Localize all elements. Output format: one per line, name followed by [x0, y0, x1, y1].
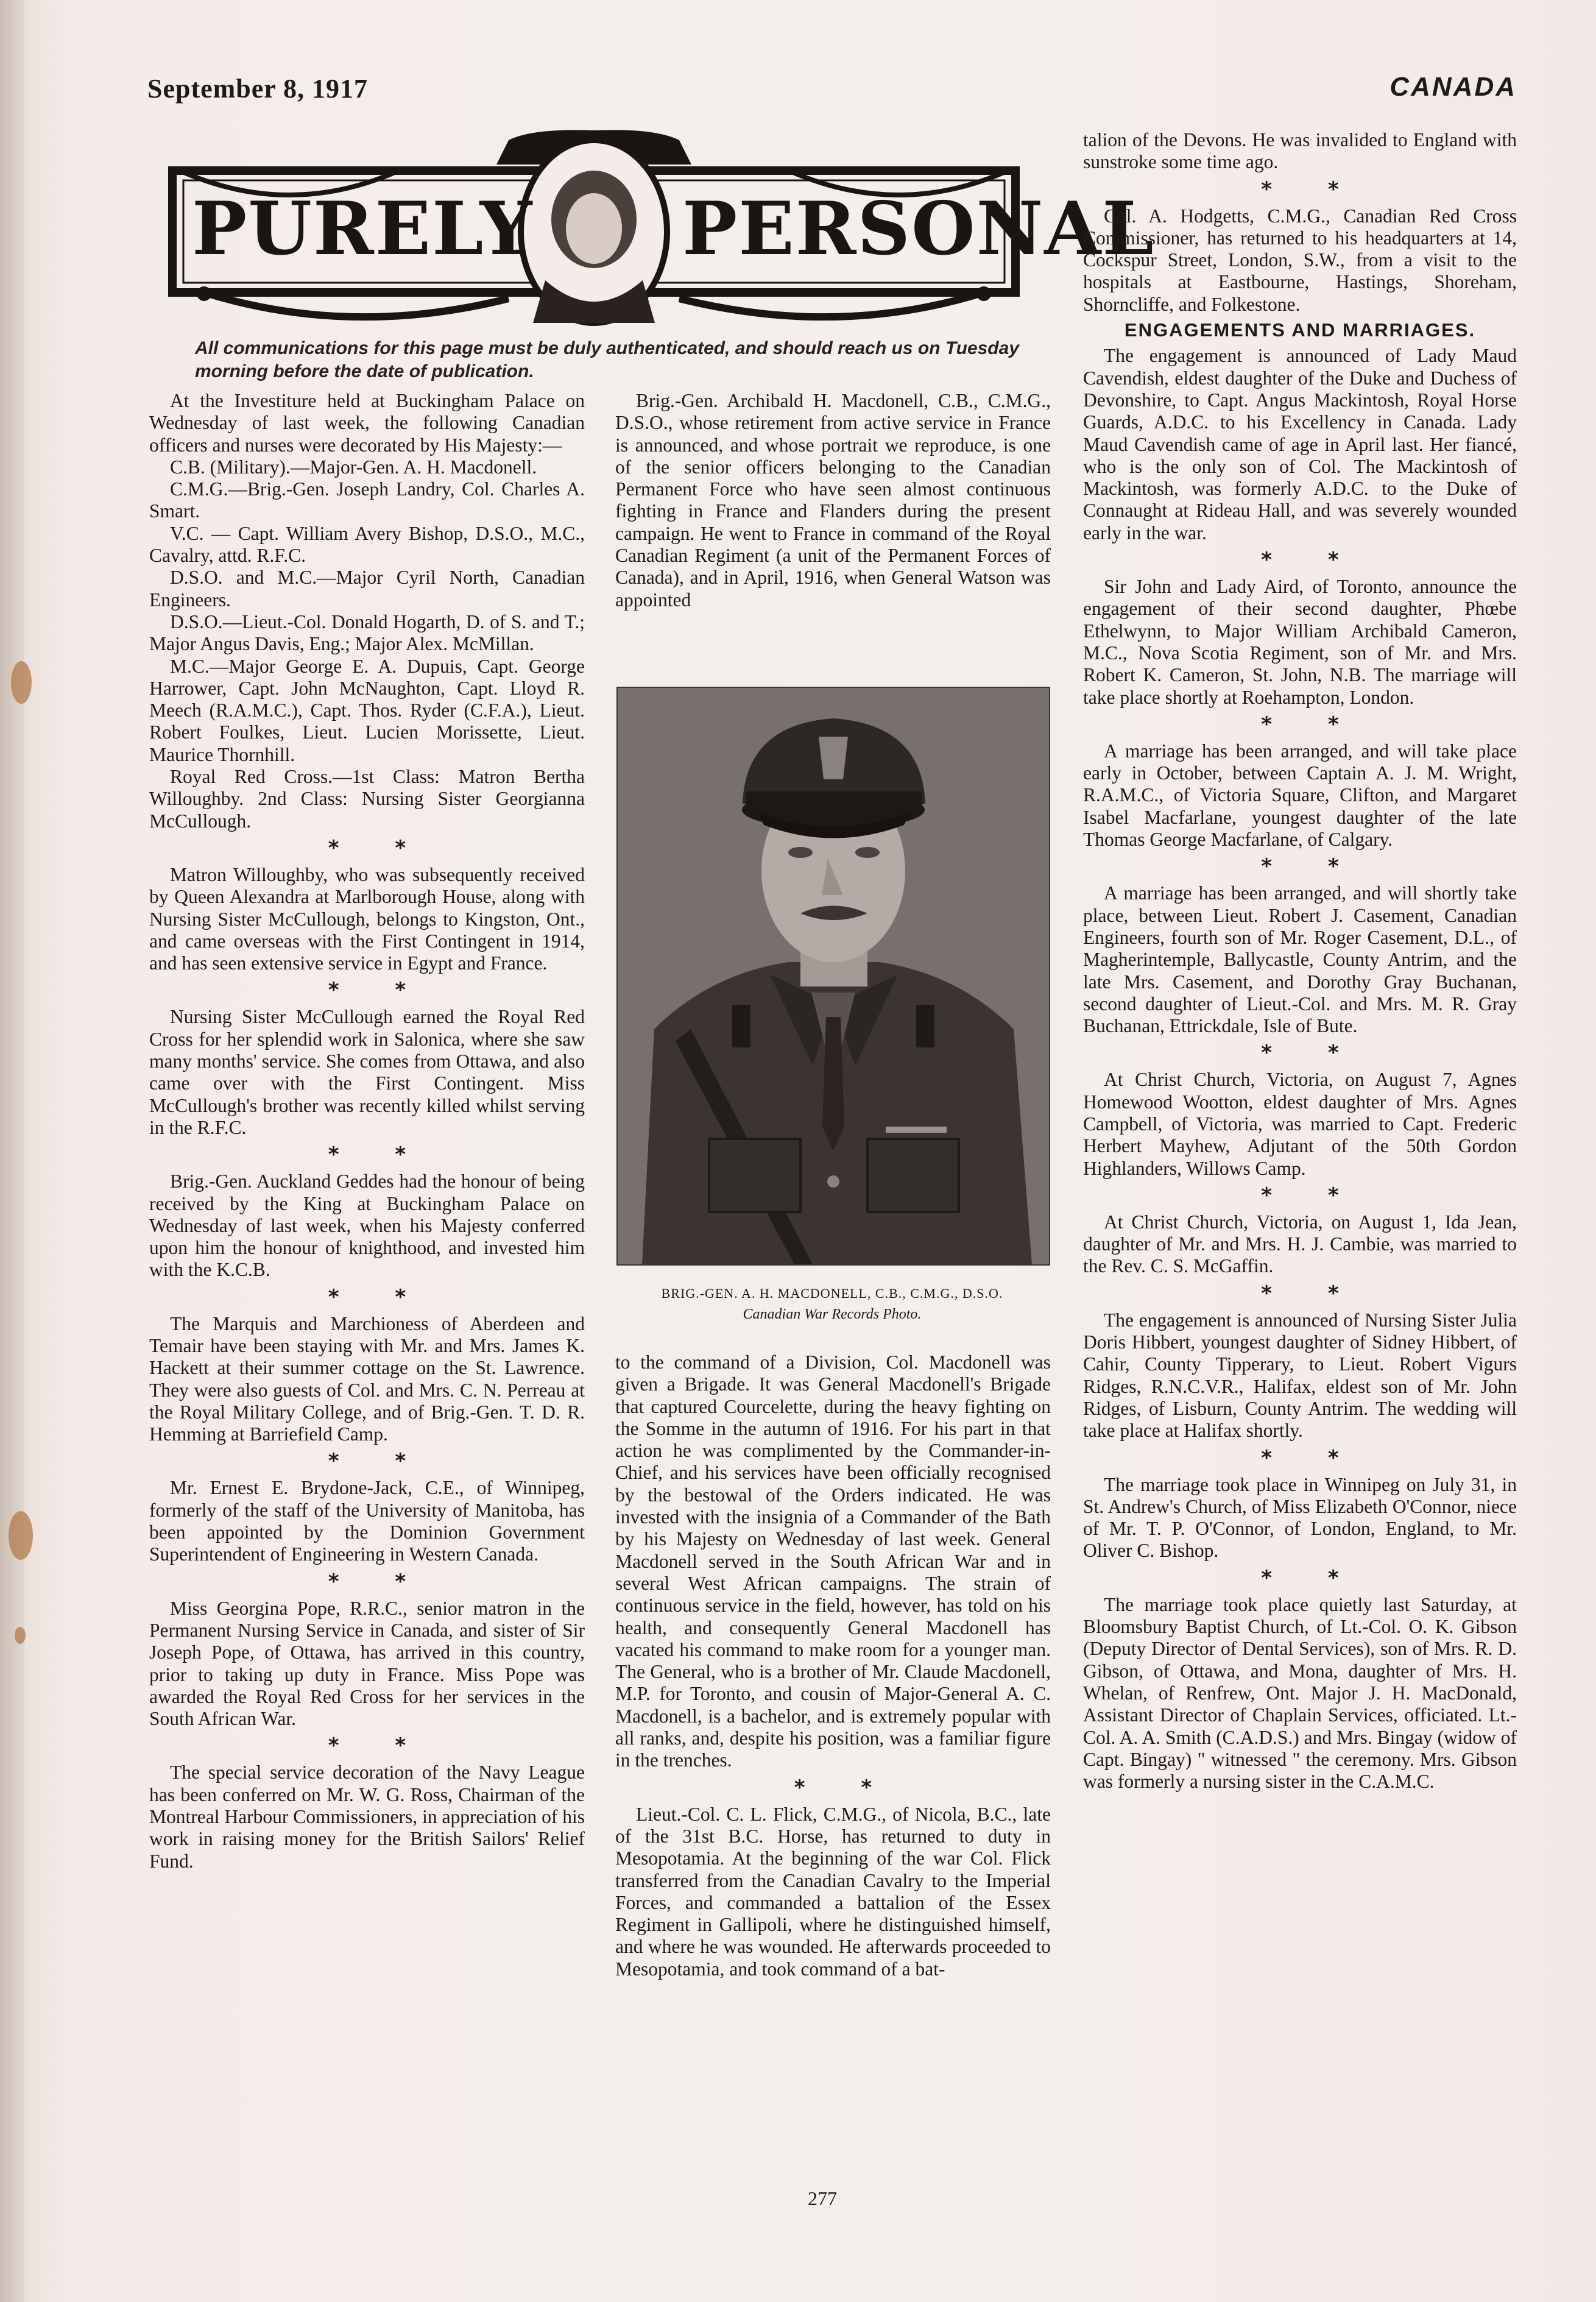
publication-name: CANADA — [1389, 72, 1517, 102]
paragraph: The special service decoration of the Navy League has been conferred on Mr. W. G. Ross, Chairman of the Montreal Harbour Commissioners, in appreciation of his work in raising money for the British Sailors' Relief Fund. — [149, 1762, 585, 1872]
paragraph: Col. A. Hodgetts, C.M.G., Canadian Red Cross Commissioner, has returned to his headquarters at 14, Cockspur Street, London, S.W., from a visit to the hospitals at Eastbourne, Hastings, Shoreham, Shorncliffe, and Folkestone. — [1083, 205, 1517, 315]
officer-portrait-image — [618, 688, 1049, 1264]
paper-stain — [15, 1627, 26, 1644]
separator-stars: * * — [1261, 548, 1363, 573]
paragraph: Lieut.-Col. C. L. Flick, C.M.G., of Nicola, B.C., late of the 31st B.C. Horse, has returned to duty in Mesopotamia. At the beginning of the war Col. Flick transferred from the Canadian Cavalry to the Imperial Forces, and commanded a battalion of the Essex Regiment in Gallipoli, where he distinguished himself, and where he was wounded. He afterwards proceeded to Mesopotamia, and took command of a bat- — [615, 1803, 1051, 1980]
paragraph: C.B. (Military).—Major-Gen. A. H. Macdonell. — [170, 456, 537, 478]
paragraph: Royal Red Cross.—1st Class: Matron Bertha Willoughby. 2nd Class: Nursing Sister Georgianna McCullough. — [149, 766, 585, 832]
issue-date: September 8, 1917 — [147, 74, 369, 104]
page-binding-edge — [0, 0, 24, 2302]
paragraph: Mr. Ernest E. Brydone-Jack, C.E., of Winnipeg, formerly of the staff of the University of Manitoba, has been appointed by the Dominion Government Superintendent of Engineering in Western Canada. — [149, 1477, 585, 1565]
separator-stars: * * — [1261, 1565, 1363, 1590]
photo-credit: Canadian War Records Photo. — [743, 1306, 922, 1322]
paragraph: D.S.O. and M.C.—Major Cyril North, Canadian Engineers. — [149, 567, 585, 611]
paragraph: C.M.G.—Brig.-Gen. Joseph Landry, Col. Charles A. Smart. — [149, 478, 585, 522]
paragraph: The engagement is announced of Lady Maud Cavendish, eldest daughter of the Duke and Duchess of Devonshire, to Capt. Angus Mackintosh, Royal Horse Guards, A.D.C. to his Excellency in Canada. Lady Maud Cavendish came of age in April last. Her fiancé, who is the only son of Col. The Mackintosh of Mackintosh, was formerly A.D.C. to the Duke of Connaught at Rideau Hall, and was severely wounded early in the war. — [1083, 345, 1517, 544]
separator-stars: * * — [1261, 854, 1363, 879]
paragraph: At Christ Church, Victoria, on August 1, Ida Jean, daughter of Mr. and Mrs. H. J. Cambie, was married to the Rev. C. S. McGaffin. — [1083, 1211, 1517, 1277]
portrait-photo — [616, 687, 1050, 1266]
paragraph: The marriage took place quietly last Saturday, at Bloomsbury Baptist Church, of Lt.-Col. O. K. Gibson (Deputy Director of Dental Services), son of Mrs. R. D. Gibson, of Ottawa, and Mona, daughter of Mrs. H. Whelan, of Renfrew, Ont. Major J. H. MacDonald, Assistant Director of Chaplain Services, officiated. Lt.-Col. A. A. Smith (C.A.D.S.) and Mrs. Bingay (widow of Capt. Bingay) " witnessed " the ceremony. Mrs. Gibson was formerly a nursing sister in the C.A.M.C. — [1083, 1593, 1517, 1793]
page-number: 277 — [808, 2187, 837, 2209]
paragraph: Matron Willoughby, who was subsequently received by Queen Alexandra at Marlborough House, along with Nursing Sister McCullough, belongs to Kingston, Ont., and came overseas with the First Contingent in 1914, and has seen extensive service in Egypt and France. — [149, 863, 585, 974]
separator-stars: * * — [328, 978, 431, 1003]
separator-stars: * * — [1261, 1281, 1363, 1306]
section-heading: ENGAGEMENTS AND MARRIAGES. — [1124, 319, 1476, 341]
paragraph: At the Investiture held at Buckingham Palace on Wednesday of last week, the following Canadian officers and nurses were decorated by His Majesty:— — [149, 390, 585, 456]
column-3 — [1083, 129, 1517, 1793]
paragraph: talion of the Devons. He was invalided to England with sunstroke some time ago. — [1083, 129, 1517, 173]
separator-stars: * * — [328, 1142, 431, 1167]
separator-stars: * * — [328, 1569, 431, 1594]
paragraph: A marriage has been arranged, and will shortly take place, between Lieut. Robert J. Casement, Canadian Engineers, fourth son of Mr. Roger Casement, D.L., of Magherintemple, Ballycastle, County Antrim, and the late Mrs. Casement, and Dorothy Gray Buchanan, second daughter of Lieut.-Col. and Mrs. M. R. Gray Buchanan, Ettrickdale, Isle of Bute. — [1083, 882, 1517, 1037]
paragraph: At Christ Church, Victoria, on August 7, Agnes Homewood Wootton, eldest daughter of Mrs. Agnes Campbell, of Victoria, was married to Capt. Frederic Herbert Mayhew, Adjutant of the 50th Gordon Highlanders, Willows Camp. — [1083, 1069, 1517, 1179]
photo-caption-title: BRIG.-GEN. A. H. MACDONELL, C.B., C.M.G., D.S.O. — [661, 1286, 1003, 1301]
separator-stars: * * — [328, 1284, 431, 1309]
separator-stars: * * — [1261, 177, 1363, 202]
masthead — [168, 128, 1155, 335]
column-2-top — [615, 390, 1051, 611]
paper-stain — [11, 661, 32, 704]
paragraph: Nursing Sister McCullough earned the Royal Red Cross for her splendid work in Salonica, where she saw many months' service. She comes from Ottawa, and also came over with the First Contingent. Miss McCullough's brother was recently killed whilst serving in the R.F.C. — [149, 1006, 585, 1138]
paragraph: A marriage has been arranged, and will take place early in October, between Captain A. J. M. Wright, R.A.M.C., of Victoria Square, Clifton, and Margaret Isabel Macfarlane, youngest daughter of the late Thomas George Macfarlane, of Calgary. — [1083, 740, 1517, 851]
separator-stars: * * — [328, 835, 431, 860]
paragraph: V.C. — Capt. William Avery Bishop, D.S.O., M.C., Cavalry, attd. R.F.C. — [149, 522, 585, 567]
separator-stars: * * — [328, 1449, 431, 1474]
paragraph: Miss Georgina Pope, R.R.C., senior matron in the Permanent Nursing Service in Canada, and sister of Sir Joseph Pope, of Ottawa, has arrived in this country, prior to taking up duty in France. Miss Pope was awarded the Royal Red Cross for her services in the South African War. — [149, 1597, 585, 1730]
paragraph: to the command of a Division, Col. Macdonell was given a Brigade. It was General Macdonell's Brigade that captured Courcelette, during the heavy fighting on the Somme in the autumn of 1916. For his part in that action he was complimented by the Commander-in-Chief, and his services have been officially recognised by the bestowal of the Orders indicated. He was invested with the insignia of a Commander of the Bath by his Majesty on Wednesday of last week. General Macdonell served in the South African War and in several West African campaigns. The strain of continuous service in the field, however, has told on his health, and consequently General Macdonell has vacated his command to make room for a younger man. The General, who is a brother of Mr. Claude Macdonell, M.P. for Toronto, and cousin of Major-General A. C. Macdonell, is a bachelor, and is extremely popular with all ranks, and, despite his position, was a familiar figure in the trenches. — [615, 1351, 1051, 1771]
column-2-bottom — [615, 1351, 1051, 1980]
paragraph: The Marquis and Marchioness of Aberdeen and Temair have been staying with Mr. and Mrs. James K. Hackett at their summer cottage on the St. Lawrence. They were also guests of Col. and Mrs. C. N. Perreau at the Royal Military College, and of Brig.-Gen. T. D. R. Hemming at Barriefield Camp. — [149, 1312, 585, 1445]
separator-stars: * * — [1261, 1445, 1363, 1470]
paragraph: The marriage took place in Winnipeg on July 31, in St. Andrew's Church, of Miss Elizabeth O'Connor, niece of Mr. T. P. O'Connor, of London, England, to Mr. Oliver C. Bishop. — [1083, 1473, 1517, 1562]
submission-notice: All communications for this page must be duly authenticated, and should reach us on Tuesday morning before the date of publication. — [195, 338, 1020, 381]
masthead-word-left: PURELY — [192, 186, 534, 272]
photo-caption — [616, 1283, 1048, 1325]
paper-stain — [9, 1511, 33, 1560]
separator-stars: * * — [1261, 1183, 1363, 1208]
paragraph: Brig.-Gen. Auckland Geddes had the honour of being received by the King at Buckingham Palace on Wednesday of last week, when his Majesty conferred upon him the honour of knighthood, and invested him with the K.C.B. — [149, 1170, 585, 1281]
column-1 — [149, 390, 585, 1872]
separator-stars: * * — [794, 1775, 897, 1800]
separator-stars: * * — [1261, 712, 1363, 737]
paragraph: Sir John and Lady Aird, of Toronto, announce the engagement of their second daughter, Phœbe Ethelwynn, to Major William Archibald Cameron, M.C., Nova Scotia Regiment, son of Mr. and Mrs. Robert K. Cameron, St. John, N.B. The marriage will take place shortly at Roehampton, London. — [1083, 576, 1517, 708]
separator-stars: * * — [1261, 1041, 1363, 1066]
paragraph: M.C.—Major George E. A. Dupuis, Capt. George Harrower, Capt. John McNaughton, Capt. Lloyd R. Meech (R.A.M.C.), Capt. Thos. Ryder (C.F.A.), Lieut. Robert Foulkes, Lieut. Lucien Morissette, Lieut. Maurice Thornhill. — [149, 655, 585, 765]
paragraph: Brig.-Gen. Archibald H. Macdonell, C.B., C.M.G., D.S.O., whose retirement from active service in France is announced, and whose portrait we reproduce, is one of the senior officers belonging to the Canadian Permanent Force who have seen almost continuous fighting in France and Flanders during the present campaign. He went to France in command of the Royal Canadian Regiment (a unit of the Permanent Forces of Canada), and in April, 1916, when General Watson was appointed — [615, 390, 1051, 611]
masthead-word-right: PERSONAL — [682, 186, 1155, 272]
paragraph: D.S.O.—Lieut.-Col. Donald Hogarth, D. of S. and T.; Major Angus Davis, Eng.; Major Alex. McMillan. — [149, 611, 585, 655]
separator-stars: * * — [328, 1734, 431, 1758]
paragraph: The engagement is announced of Nursing Sister Julia Doris Hibbert, youngest daughter of Sidney Hibbert, of Cahir, County Tipperary, to Lieut. Robert Vigurs Ridges, R.N.C.V.R., Halifax, eldest son of Mr. John Ridges, of Lisburn, County Antrim. The wedding will take place at Halifax shortly. — [1083, 1309, 1517, 1442]
